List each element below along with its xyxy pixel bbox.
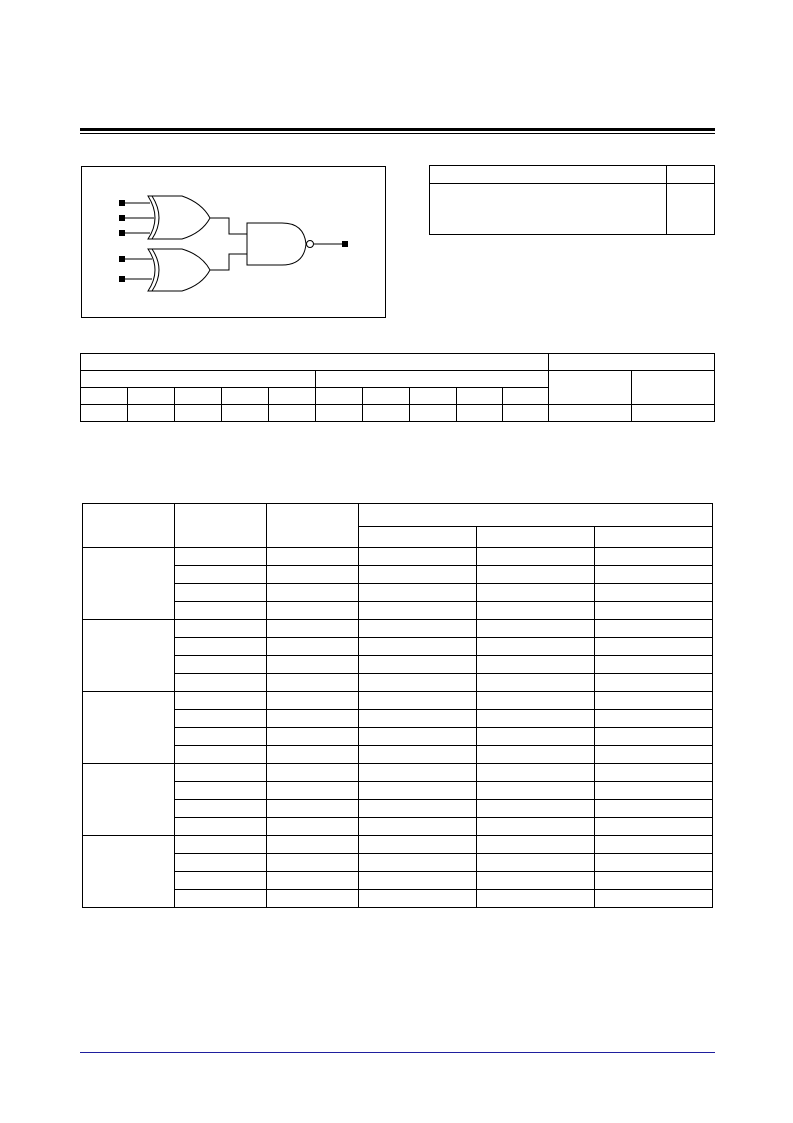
parameter-table-body	[83, 504, 713, 908]
param-header-row-1	[83, 504, 713, 527]
bits-table	[80, 353, 715, 422]
table-cell	[595, 566, 713, 584]
table-cell	[359, 566, 477, 584]
legend-body-left	[430, 184, 667, 235]
table-cell	[175, 692, 267, 710]
table-cell	[267, 782, 359, 800]
bits-cell	[128, 405, 175, 422]
legend-heading-left	[430, 166, 667, 184]
bits-cell	[457, 388, 503, 405]
table-cell	[267, 818, 359, 836]
param-header-cell	[359, 527, 477, 548]
header-rule-thick	[80, 128, 715, 131]
bits-cell	[316, 405, 363, 422]
table-cell	[359, 710, 477, 728]
table-cell	[267, 584, 359, 602]
wire-b	[210, 254, 247, 270]
table-cell	[595, 872, 713, 890]
param-header-cell	[83, 504, 175, 548]
table-cell	[477, 836, 595, 854]
table-cell	[595, 854, 713, 872]
table-cell	[477, 728, 595, 746]
table-cell	[267, 872, 359, 890]
table-row	[83, 890, 713, 908]
or-gate-b	[148, 249, 210, 291]
table-cell	[477, 638, 595, 656]
table-cell	[359, 548, 477, 566]
table-cell	[477, 674, 595, 692]
bits-cell	[410, 405, 457, 422]
table-cell	[359, 818, 477, 836]
table-cell	[175, 584, 267, 602]
param-header-cell	[175, 504, 267, 548]
table-cell	[595, 764, 713, 782]
parameter-table	[82, 503, 713, 908]
table-cell	[359, 782, 477, 800]
table-cell	[477, 710, 595, 728]
table-cell	[595, 692, 713, 710]
group-label-cell	[83, 548, 175, 620]
table-cell	[267, 746, 359, 764]
group-label-cell	[83, 764, 175, 836]
table-cell	[267, 692, 359, 710]
table-cell	[595, 638, 713, 656]
table-cell	[477, 692, 595, 710]
table-cell	[175, 890, 267, 908]
table-cell	[267, 764, 359, 782]
logic-diagram	[81, 166, 386, 318]
bits-cell	[128, 388, 175, 405]
table-cell	[359, 800, 477, 818]
table-cell	[359, 692, 477, 710]
table-row	[83, 584, 713, 602]
table-cell	[359, 638, 477, 656]
bits-cell	[222, 388, 269, 405]
bits-cell	[410, 388, 457, 405]
table-row	[83, 800, 713, 818]
table-cell	[477, 566, 595, 584]
param-header-cell	[359, 504, 713, 527]
table-cell	[267, 656, 359, 674]
table-cell	[595, 782, 713, 800]
table-cell	[267, 674, 359, 692]
table-row	[83, 854, 713, 872]
table-cell	[595, 584, 713, 602]
table-cell	[267, 836, 359, 854]
table-cell	[175, 638, 267, 656]
table-cell	[175, 620, 267, 638]
nand-bubble	[307, 241, 314, 248]
table-cell	[267, 566, 359, 584]
bits-cell	[503, 405, 549, 422]
legend-table	[429, 165, 715, 235]
table-cell	[267, 854, 359, 872]
table-cell	[359, 620, 477, 638]
table-cell	[595, 728, 713, 746]
table-cell	[267, 710, 359, 728]
table-cell	[595, 890, 713, 908]
or-gate-a	[148, 196, 210, 239]
legend-heading-right	[667, 166, 715, 184]
table-row	[83, 548, 713, 566]
bits-cell	[81, 405, 128, 422]
group-label-cell	[83, 692, 175, 764]
table-row	[83, 620, 713, 638]
bits-cell	[363, 388, 410, 405]
table-cell	[267, 890, 359, 908]
bits-cell	[632, 371, 715, 405]
table-cell	[175, 782, 267, 800]
bits-cell	[269, 388, 316, 405]
bits-cell	[175, 388, 222, 405]
table-row	[83, 764, 713, 782]
table-cell	[359, 674, 477, 692]
bits-cell	[503, 388, 549, 405]
group-label-cell	[83, 836, 175, 908]
table-row	[83, 746, 713, 764]
bits-cell	[632, 405, 715, 422]
table-cell	[175, 800, 267, 818]
table-cell	[477, 854, 595, 872]
table-row	[83, 710, 713, 728]
output-pin	[342, 241, 348, 247]
table-cell	[477, 746, 595, 764]
table-row	[83, 818, 713, 836]
table-cell	[477, 656, 595, 674]
table-cell	[477, 872, 595, 890]
input-pin-1	[119, 200, 125, 206]
table-cell	[175, 728, 267, 746]
table-cell	[359, 746, 477, 764]
table-cell	[267, 800, 359, 818]
table-cell	[595, 710, 713, 728]
table-cell	[477, 818, 595, 836]
footer-rule	[80, 1052, 715, 1053]
bits-row-4	[81, 405, 715, 422]
bits-cell	[269, 405, 316, 422]
bits-row-2	[81, 371, 715, 388]
group-label-cell	[83, 620, 175, 692]
input-pin-5	[119, 276, 125, 282]
table-row	[83, 836, 713, 854]
wire-a	[210, 218, 247, 234]
table-cell	[477, 548, 595, 566]
table-cell	[595, 800, 713, 818]
param-header-cell	[477, 527, 595, 548]
table-cell	[267, 638, 359, 656]
table-cell	[175, 854, 267, 872]
table-cell	[477, 782, 595, 800]
bits-cell	[175, 405, 222, 422]
table-cell	[477, 890, 595, 908]
table-cell	[595, 620, 713, 638]
table-cell	[359, 584, 477, 602]
header-rule-thin	[80, 133, 715, 134]
bits-cell	[81, 354, 549, 371]
table-cell	[595, 674, 713, 692]
table-cell	[477, 800, 595, 818]
table-row	[83, 656, 713, 674]
gate-schematic	[82, 167, 385, 317]
table-cell	[175, 566, 267, 584]
bits-cell	[549, 405, 632, 422]
table-row	[83, 566, 713, 584]
bits-cell	[222, 405, 269, 422]
table-cell	[359, 728, 477, 746]
table-cell	[359, 836, 477, 854]
table-cell	[477, 620, 595, 638]
bits-cell	[549, 354, 715, 371]
bits-cell	[81, 388, 128, 405]
input-pin-4	[119, 256, 125, 262]
table-cell	[175, 548, 267, 566]
table-cell	[595, 548, 713, 566]
table-cell	[175, 746, 267, 764]
bits-cell	[81, 371, 316, 388]
bits-row-1	[81, 354, 715, 371]
table-row	[83, 692, 713, 710]
table-row	[83, 782, 713, 800]
input-pin-2	[119, 215, 125, 221]
nand-gate	[247, 223, 306, 265]
bits-cell	[363, 405, 410, 422]
table-cell	[595, 746, 713, 764]
table-cell	[175, 872, 267, 890]
table-cell	[267, 728, 359, 746]
param-header-cell	[595, 527, 713, 548]
table-cell	[359, 854, 477, 872]
table-row	[83, 728, 713, 746]
bits-cell	[316, 371, 549, 388]
table-cell	[595, 602, 713, 620]
table-cell	[175, 836, 267, 854]
bits-cell	[549, 371, 632, 405]
table-cell	[359, 890, 477, 908]
table-cell	[595, 818, 713, 836]
table-cell	[595, 836, 713, 854]
table-cell	[175, 674, 267, 692]
table-row	[83, 602, 713, 620]
table-row	[83, 638, 713, 656]
param-header-cell	[267, 504, 359, 548]
table-row	[83, 872, 713, 890]
table-cell	[477, 602, 595, 620]
table-cell	[359, 764, 477, 782]
bits-cell	[316, 388, 363, 405]
table-cell	[359, 602, 477, 620]
table-cell	[175, 656, 267, 674]
table-cell	[359, 656, 477, 674]
table-cell	[267, 548, 359, 566]
table-cell	[175, 818, 267, 836]
table-cell	[175, 710, 267, 728]
table-cell	[477, 584, 595, 602]
input-pin-3	[119, 230, 125, 236]
table-row	[83, 674, 713, 692]
table-cell	[267, 602, 359, 620]
legend-body-right	[667, 184, 715, 235]
table-cell	[175, 764, 267, 782]
table-cell	[595, 656, 713, 674]
bits-cell	[457, 405, 503, 422]
table-cell	[267, 620, 359, 638]
table-cell	[477, 764, 595, 782]
table-cell	[359, 872, 477, 890]
table-cell	[175, 602, 267, 620]
